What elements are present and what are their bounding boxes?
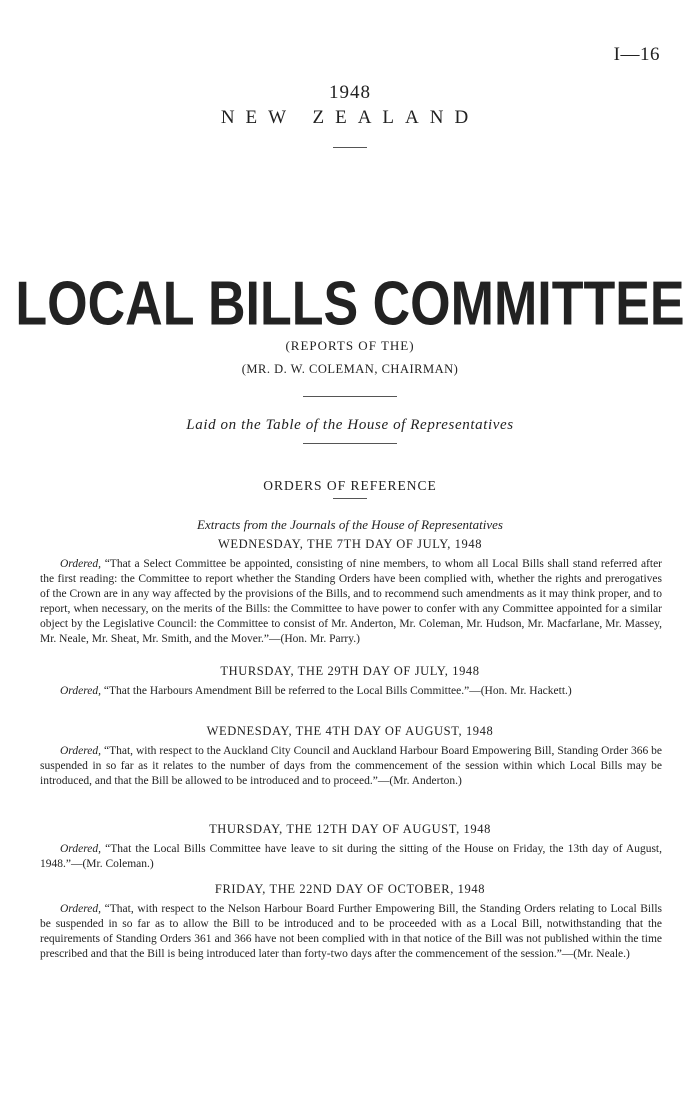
- entry-date: WEDNESDAY, THE 7TH DAY OF JULY, 1948: [217, 537, 483, 551]
- ordered-label: Ordered,: [60, 903, 101, 915]
- entry-body: “That the Local Bills Committee have leave to sit during the sitting of the House on Friday, the 13th day of August, 1948.”—(Mr. Coleman.): [40, 843, 662, 870]
- document-subtitle: (REPORTS OF THE): [285, 338, 415, 353]
- entry-text: [40, 842, 662, 872]
- entry-body: “That a Select Committee be appointed, consisting of nine members, to whom all Local Bills shall stand referred after the first reading: the Committee to report whether the Standing Orders have been complied with, whether the rights and prerogatives of the Crown are in any way affected by the provisions of the Bills, and to recommend such amendments as it may think proper, and to report, when necessary, on the merits of the Bills: the Committee to have power to confer with any Committee appointed for a similar object by the Legislative Council: the Committee to consist of Mr. Anderton, Mr. Coleman, Mr. Hudson, Mr. Macfarlane, Mr. Massey, Mr. Neale, Mr. Sheat, Mr. Smith, and the Mover.”—(Hon. Mr. Parry.): [40, 558, 663, 645]
- ordered-label: Ordered,: [60, 685, 101, 697]
- entry-body: “That the Harbours Amendment Bill be referred to the Local Bills Committee.”—(Hon. Mr. Hackett.): [103, 685, 572, 697]
- entry-date: FRIDAY, THE 22ND DAY OF OCTOBER, 1948: [214, 882, 486, 896]
- entry-body: “That, with respect to the Nelson Harbour Board Further Empowering Bill, the Standing Orders relating to Local Bills be suspended in so far as to allow the Bill to be introduced and to be proceeded with as a Local Bill, notwithstanding that the requirements of Standing Orders 361 and 366 have not been complied with in that notice of the Bill was not published within the time prescribed and that the Bill is being introduced later than forty-two days after the commencement of the session.”—(Mr. Neale.): [40, 903, 662, 960]
- ordered-label: Ordered,: [60, 558, 101, 570]
- entry-date: THURSDAY, THE 12TH DAY OF AUGUST, 1948: [209, 822, 491, 836]
- entry-date: THURSDAY, THE 29TH DAY OF JULY, 1948: [220, 664, 480, 678]
- divider: [333, 498, 367, 499]
- entry-text: [40, 744, 662, 789]
- document-title: LOCAL BILLS COMMITTEE: [15, 269, 685, 339]
- country-heading: NEW ZEALAND: [220, 107, 480, 128]
- document-year: 1948: [329, 82, 371, 103]
- section-heading: ORDERS OF REFERENCE: [263, 478, 437, 493]
- ordered-label: Ordered,: [60, 745, 101, 757]
- chairman-line: (MR. D. W. COLEMAN, CHAIRMAN): [241, 362, 459, 376]
- entry-text: [40, 684, 662, 699]
- entry-body: “That, with respect to the Auckland City Council and Auckland Harbour Board Empowering Bill, Standing Order 366 be suspended in so far as it relates to the number of days from the commencement of the session within which Local Bills may be introduced, and that the Bill be allowed to be introduced and to proceed.”—(Mr. Anderton.): [40, 745, 663, 787]
- divider: [333, 147, 367, 148]
- divider: [303, 443, 397, 444]
- entry-text: [40, 557, 662, 647]
- ordered-label: Ordered,: [60, 843, 101, 855]
- divider: [303, 396, 397, 397]
- extracts-heading: Extracts from the Journals of the House of Representatives: [197, 517, 503, 532]
- laid-on-table-line: Laid on the Table of the House of Representatives: [186, 417, 514, 433]
- entry-text: [40, 902, 662, 962]
- entry-date: WEDNESDAY, THE 4TH DAY OF AUGUST, 1948: [206, 724, 494, 738]
- page-reference: I—16: [613, 44, 660, 65]
